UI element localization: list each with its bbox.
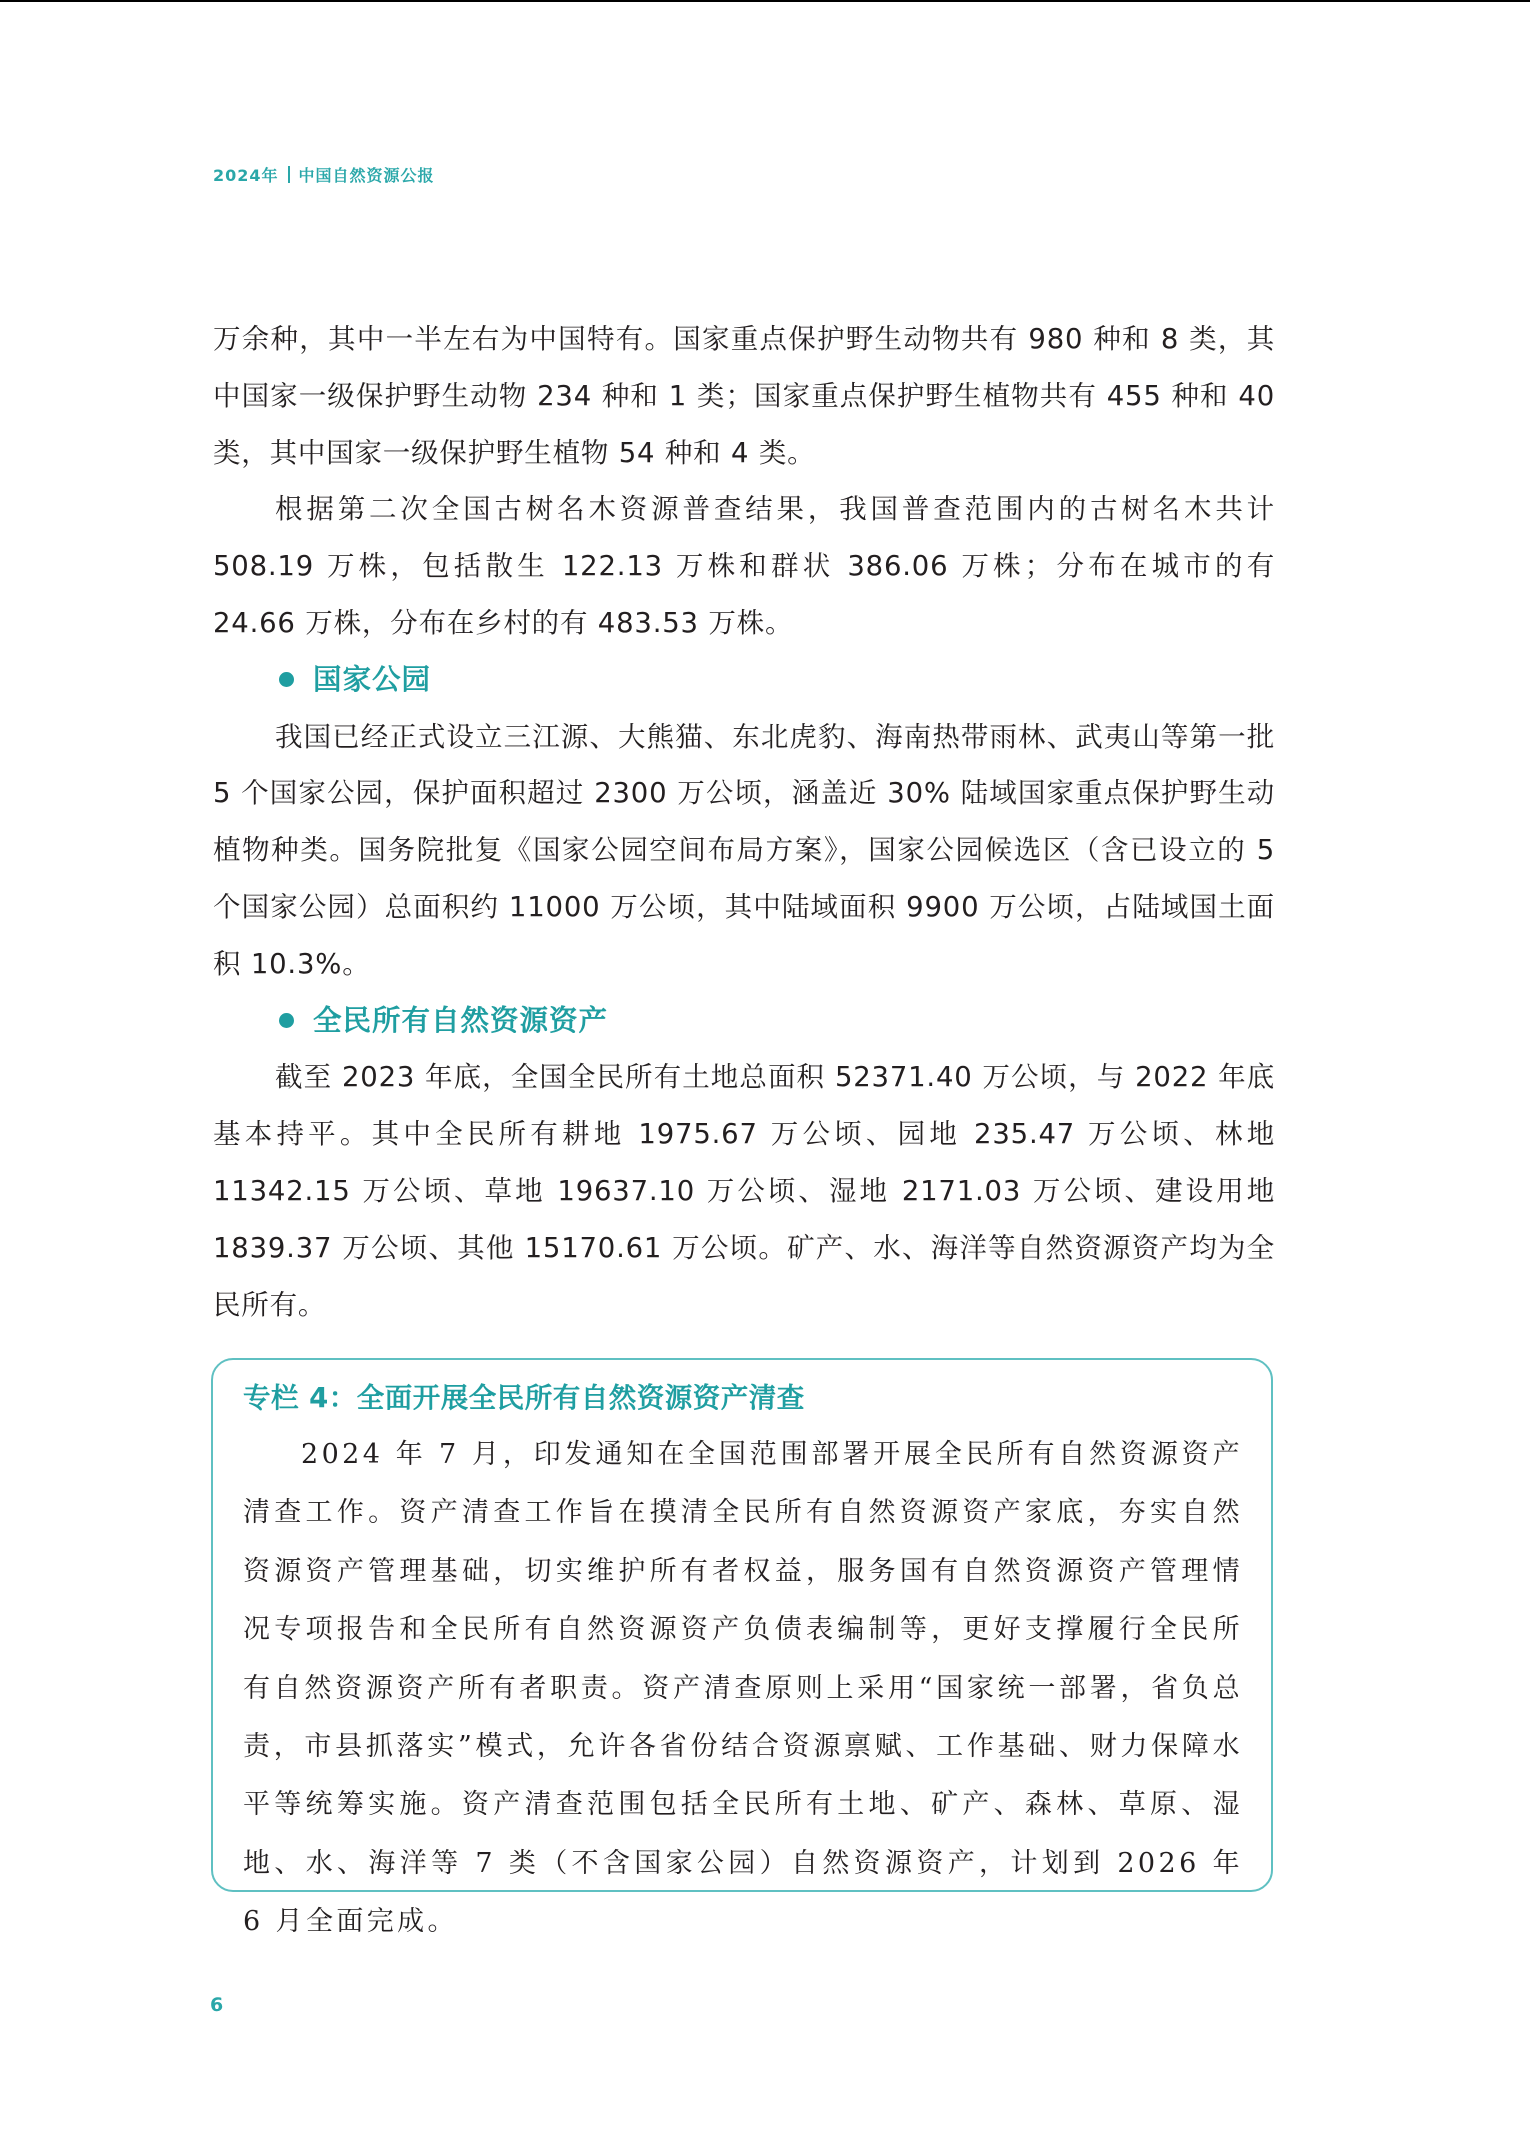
section-heading-text: 国家公园 xyxy=(313,662,432,696)
section-heading-text: 全民所有自然资源资产 xyxy=(313,1003,609,1037)
sidebar-box-column-4 xyxy=(211,1358,1273,1938)
running-header xyxy=(213,163,435,186)
sidebar-box-title: 专栏 4：全面开展全民所有自然资源资产清查 xyxy=(243,1382,805,1414)
sidebar-box-text: 2024 年 7 月，印发通知在全国范围部署开展全民所有自然资源资产清查工作。资产清查工作旨在摸清全民所有自然资源资产家底，夯实自然资源资产管理基础，切实维护所有者权益，服务国有自然资源资产管理情况专项报告和全民所有自然资源资产负债表编制等，更好支撑履行全民所有自然资源资产所有者职责。资产清查原则上采用“国家统一部署，省负总责，市县抓落实”模式，允许各省份结合资源禀赋、工作基础、财力保障水平等统筹实施。资产清查范围包括全民所有土地、矿产、森林、草原、湿地、水、海洋等 7 类（不含国家公园）自然资源资产，计划到 2026 年 6 月全面完成。 xyxy=(243,1439,1243,1938)
header-year: 2024年 xyxy=(213,166,279,185)
paragraph-public-assets: 截至 2023 年底，全国全民所有土地总面积 52371.40 万公顷，与 2022 年底基本持平。其中全民所有耕地 1975.67 万公顷、园地 235.47 万公顷、林地 11342.15 万公顷、草地 19637.10 万公顷、湿地 2171.03 万公顷、建设用地 1839.37 万公顷、其他 15170.61 万公顷。矿产、水、海洋等自然资源资产均为全民所有。 xyxy=(213,1061,1275,1321)
header-divider xyxy=(288,166,290,183)
top-rule xyxy=(0,0,1530,2)
header-publication-title: 中国自然资源公报 xyxy=(298,166,435,185)
paragraph-ancient-trees: 根据第二次全国古树名木资源普查结果，我国普查范围内的古树名木共计 508.19 万株，包括散生 122.13 万株和群状 386.06 万株；分布在城市的有 24.66 万株，分布在乡村的有 483.53 万株。 xyxy=(213,493,1275,639)
page-number: 6 xyxy=(210,1994,224,2016)
section-heading-national-parks xyxy=(213,652,1275,709)
section-heading-public-assets xyxy=(213,993,1275,1050)
paragraph-national-parks: 我国已经正式设立三江源、大熊猫、东北虎豹、海南热带雨林、武夷山等第一批 5 个国家公园，保护面积超过 2300 万公顷，涵盖近 30% 陆域国家重点保护野生动植物种类。国务院批复《国家公园空间布局方案》，国家公园候选区（含已设立的 5 个国家公园）总面积约 11000 万公顷，其中陆域面积 9900 万公顷，占陆域国土面积 10.3%。 xyxy=(213,720,1275,980)
bullet-dot-icon xyxy=(279,1013,294,1028)
bullet-dot-icon xyxy=(279,672,294,687)
main-content xyxy=(213,311,1275,1333)
paragraph-wildlife: 万余种，其中一半左右为中国特有。国家重点保护野生动物共有 980 种和 8 类，其中国家一级保护野生动物 234 种和 1 类；国家重点保护野生植物共有 455 种和 40 类，其中国家一级保护野生植物 54 种和 4 类。 xyxy=(213,323,1275,469)
